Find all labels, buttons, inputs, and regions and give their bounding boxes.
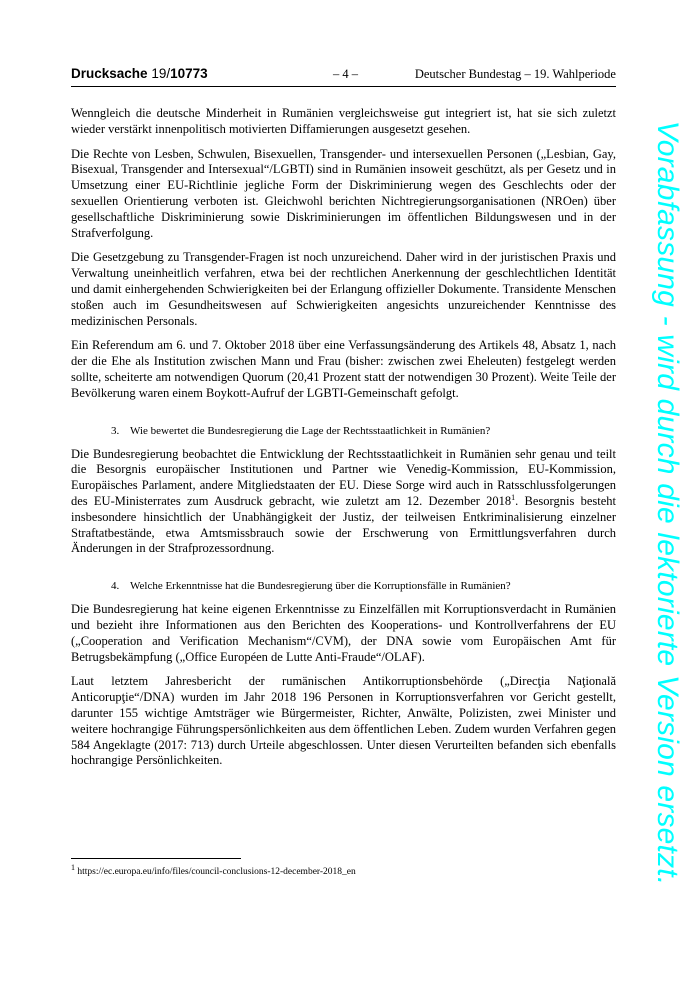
answer-4-paragraph-2: Laut letztem Jahresbericht der rumänischen Antikorruptionsbehörde („Direcţia Naţională Anticorupţie“/DNA) wurden im Jahr 2018 196 Personen in Korruptionsverfahren vor Gericht gestellt, darunter 155 wichtige Amtsträger wie Bürgermeister, Richter, Anwälte, Polizisten, zwei Minister und weitere hochrangige Führungspersönlichkeiten aus dem öffentlichen Leben. Zudem wurden Verfahren gegen 584 Angeklagte (2017: 713) durch Urteile abgeschlossen. Unter diesen Verurteilten befanden sich ebenfalls hochrangige Persönlichkeiten. bbox=[71, 674, 616, 768]
answer-3-part2: . Besorgnis besteht insbesondere hinsichtlich der Unabhängigkeit der Justiz, der teilweisen Entkriminalisierung einzelner Straftatbestände, etwa Amtsmissbrauch sowie der Erschwerung von Ermittlungsverfahren durch Änderungen in der Strafprozessordnung. bbox=[71, 493, 616, 556]
question-number: 4. bbox=[111, 580, 120, 593]
paragraph-referendum: Ein Referendum am 6. und 7. Oktober 2018 über eine Verfassungsänderung des Artikels 48, Absatz 1, nach der die Ehe als Institution zwischen Mann und Frau (bisher: zwischen zwei Eheleuten) festgelegt werden sollte, scheiterte am notwendigen Quorum (20,41 Prozent statt der notwendigen 30 Prozent). Weite Teile der Bevölkerung waren einem Boykott-Aufruf der LGBTI-Gemeinschaft gefolgt. bbox=[71, 338, 616, 400]
draft-watermark bbox=[647, 108, 687, 898]
document-body bbox=[71, 106, 616, 778]
page-number: – 4 – bbox=[333, 67, 358, 81]
doc-number: 10773 bbox=[170, 66, 208, 81]
paragraph-transgender: Die Gesetzgebung zu Transgender-Fragen ist noch unzureichend. Daher wird in der juristischen Praxis und Verwaltung uneinheitlich verfahren, etwa bei der rechtlichen Anerkennung der geschlechtlichen Identität und damit einhergehenden Schwierigkeiten bei der Erlangung offizieller Dokumente. Transidente Menschen stoßen auch im Gesundheitswesen auf Schwierigkeiten angesichts unzureichender Kenntnisse des medizinischen Personals. bbox=[71, 250, 616, 328]
watermark-text: Vorabfassung - wird durch die lektorierte Version ersetzt. bbox=[651, 120, 684, 886]
answer-3-part1: Die Bundesregierung beobachtet die Entwicklung der Rechtsstaatlichkeit in Rumänien sehr genau und teilt die Besorgnis europäischer Institutionen und Partner wie Venedig-Kommission, EU-Kommission, Europäisches Parlament, andere Mitgliedstaaten der EU. Diese Sorge wird auch in Ratsschlussfolgerungen des EU-Ministerrates zum Ausdruck gebracht, wie zuletzt am 12. Dezember 2018 bbox=[71, 446, 616, 508]
footnote-number: 1 bbox=[71, 862, 75, 872]
question-number: 3. bbox=[111, 424, 120, 437]
footnote-divider bbox=[71, 858, 241, 859]
answer-3 bbox=[71, 447, 616, 558]
answer-4-paragraph-1: Die Bundesregierung hat keine eigenen Erkenntnisse zu Einzelfällen mit Korruptionsverdacht in Rumänien und bezieht ihre Informationen aus den Berichten des Kooperations- und Kontrollverfahrens der EU („Cooperation and Verification Mechanism“/CVM), der DNA sowie vom Europäischen Amt für Betrugsbekämpfung („Office Européen de Lutte Anti-Fraude“/OLAF). bbox=[71, 602, 616, 664]
question-4 bbox=[71, 579, 616, 593]
footnote-reference[interactable]: 1 bbox=[511, 492, 516, 502]
question-text: Welche Erkenntnisse hat die Bundesregierung über die Korruptionsfälle in Rumänien? bbox=[130, 580, 511, 593]
document-number bbox=[71, 66, 208, 81]
paragraph-minority: Wenngleich die deutsche Minderheit in Rumänien vergleichsweise gut integriert ist, hat sie sich zuletzt wieder verstärkt innenpolitisch motivierten Diffamierungen ausgesetzt gesehen. bbox=[71, 106, 616, 136]
page-header bbox=[71, 66, 616, 87]
question-text: Wie bewertet die Bundesregierung die Lage der Rechtsstaatlichkeit in Rumänien? bbox=[130, 424, 491, 437]
doc-number-prefix: 19/ bbox=[151, 66, 171, 81]
question-3 bbox=[71, 424, 616, 438]
footnote-link[interactable]: https://ec.europa.eu/info/files/council-conclusions-12-december-2018_en bbox=[75, 867, 356, 877]
doc-label: Drucksache bbox=[71, 66, 148, 81]
paragraph-lgbti-rights: Die Rechte von Lesben, Schwulen, Bisexuellen, Transgender- und intersexuellen Personen („Lesbian, Gay, Bisexual, Transgender and Intersexual“/LGBTI) sind in Rumänien insoweit geschützt, als per Gesetz und in Umsetzung einer EU-Richtlinie jegliche Form der Diskriminierung wegen des Geschlechts oder der sexuellen Orientierung verboten ist. Gleichwohl berichten Nichtregierungsorganisationen (NROen) über gesellschaftliche Diskriminierung sowie Diskriminierungen im öffentlichen Bildungswesen und in der Strafverfolgung. bbox=[71, 146, 616, 240]
publisher: Deutscher Bundestag – 19. Wahlperiode bbox=[414, 67, 616, 81]
footnote bbox=[71, 862, 356, 878]
